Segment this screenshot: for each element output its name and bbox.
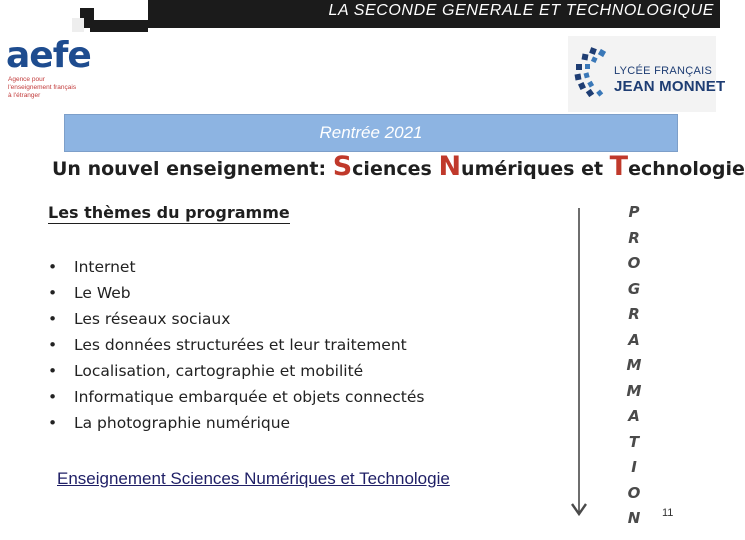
programmation-vertical-word <box>620 200 648 532</box>
aefe-tagline-line: Agence pour <box>8 76 45 83</box>
prog-letter: G <box>627 279 641 298</box>
list-item <box>48 412 424 438</box>
prog-letter: O <box>627 254 641 272</box>
prog-letter: N <box>627 509 641 527</box>
prog-letter: R <box>628 305 640 323</box>
list-item <box>48 282 424 308</box>
list-item <box>48 386 424 412</box>
list-item <box>48 256 424 282</box>
prog-letter: M <box>626 356 642 374</box>
headline-initial-n: N <box>438 151 462 182</box>
theme-label: Internet <box>74 258 136 276</box>
down-arrow-icon <box>570 208 588 520</box>
theme-label: La photographie numérique <box>74 414 291 432</box>
headline-word-sciences: ciences <box>352 158 439 180</box>
bullet-icon: • <box>48 284 58 302</box>
prog-letter: P <box>628 203 640 221</box>
bullet-icon: • <box>48 414 58 432</box>
corner-decoration <box>0 0 150 40</box>
header-bar <box>148 0 720 28</box>
list-item <box>48 308 424 334</box>
theme-label: Informatique embarquée et objets connectés <box>74 388 425 406</box>
aefe-tagline-line: l'enseignement français <box>8 84 77 91</box>
school-name-line1: LYCÉE FRANÇAIS <box>614 65 713 77</box>
aefe-tagline <box>8 76 104 100</box>
themes-heading: Les thèmes du programme <box>48 203 290 222</box>
year-banner <box>64 114 678 152</box>
themes-list <box>48 256 424 438</box>
prog-letter: R <box>628 228 640 247</box>
theme-label: Les données structurées et leur traitement <box>74 336 407 354</box>
bullet-icon: • <box>48 388 58 406</box>
header-title: LA SECONDE GENERALE ET TECHNOLOGIQUE <box>328 2 714 19</box>
school-name <box>614 64 725 94</box>
course-link[interactable]: Enseignement Sciences Numériques et Technologie <box>57 469 450 488</box>
prog-letter: A <box>628 330 640 349</box>
page-number: 11 <box>662 507 674 519</box>
theme-label: Les réseaux sociaux <box>74 310 231 328</box>
prog-letter: A <box>628 407 640 425</box>
theme-label: Localisation, cartographie et mobilité <box>74 362 364 380</box>
aefe-wordmark: aefe <box>6 35 91 76</box>
list-item <box>48 360 424 386</box>
bullet-icon: • <box>48 362 58 380</box>
school-logo <box>568 36 726 112</box>
list-item <box>48 334 424 360</box>
headline-word-technologie: echnologie <box>628 158 745 180</box>
prog-letter: I <box>631 458 637 476</box>
prog-letter: T <box>628 432 640 451</box>
headline-prefix: Un nouvel enseignement: <box>52 158 333 180</box>
theme-label: Le Web <box>74 284 131 302</box>
slide-headline <box>52 150 745 186</box>
bullet-icon: • <box>48 258 58 276</box>
year-banner-text: Rentrée 2021 <box>319 123 423 142</box>
aefe-tagline-line: à l'étranger <box>8 92 41 99</box>
school-name-line2: JEAN MONNET <box>614 78 726 95</box>
aefe-logo <box>6 36 106 108</box>
prog-letter: O <box>627 483 641 502</box>
headline-initial-t: T <box>609 151 629 182</box>
prog-letter: M <box>626 381 642 400</box>
bullet-icon: • <box>48 310 58 328</box>
headline-initial-s: S <box>332 151 353 182</box>
headline-word-numeriques: umériques et <box>461 158 610 180</box>
bullet-icon: • <box>48 336 58 354</box>
